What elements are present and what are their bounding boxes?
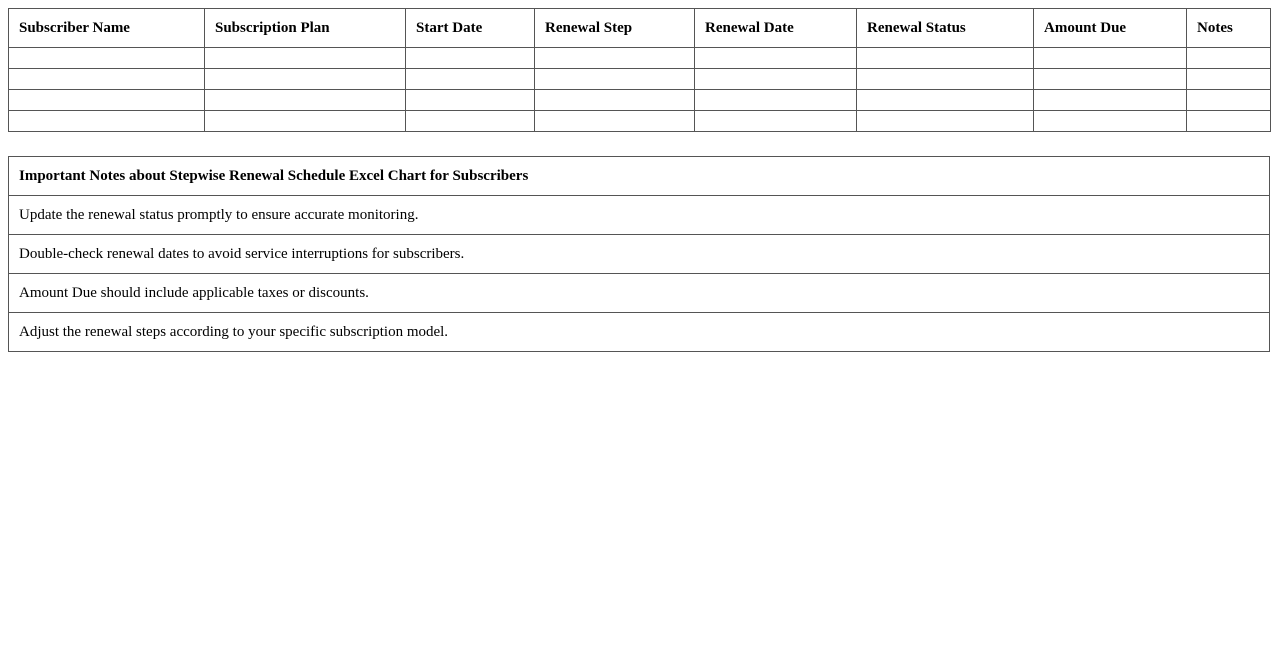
table-cell[interactable] [9, 69, 205, 90]
table-cell[interactable] [857, 48, 1034, 69]
table-header-row [9, 9, 1271, 48]
table-cell[interactable] [695, 48, 857, 69]
table-cell[interactable] [9, 48, 205, 69]
notes-title-row [9, 157, 1270, 196]
table-cell[interactable] [9, 111, 205, 132]
header-renewal-status: Renewal Status [857, 9, 1034, 48]
note-item: Update the renewal status promptly to ensure accurate monitoring. [9, 196, 1270, 235]
table-cell[interactable] [1187, 48, 1271, 69]
notes-title: Important Notes about Stepwise Renewal Schedule Excel Chart for Subscribers [9, 157, 1270, 196]
header-subscriber-name: Subscriber Name [9, 9, 205, 48]
note-row [9, 196, 1270, 235]
note-row [9, 313, 1270, 352]
renewal-schedule-table [8, 8, 1271, 132]
table-cell[interactable] [857, 111, 1034, 132]
table-cell[interactable] [1034, 111, 1187, 132]
table-cell[interactable] [205, 48, 406, 69]
table-cell[interactable] [205, 111, 406, 132]
note-item: Adjust the renewal steps according to your specific subscription model. [9, 313, 1270, 352]
table-row [9, 111, 1271, 132]
table-cell[interactable] [535, 111, 695, 132]
table-cell[interactable] [1034, 48, 1187, 69]
table-row [9, 90, 1271, 111]
table-cell[interactable] [695, 111, 857, 132]
table-cell[interactable] [535, 90, 695, 111]
note-item: Double-check renewal dates to avoid service interruptions for subscribers. [9, 235, 1270, 274]
table-cell[interactable] [205, 90, 406, 111]
table-cell[interactable] [205, 69, 406, 90]
header-renewal-step: Renewal Step [535, 9, 695, 48]
table-cell[interactable] [406, 90, 535, 111]
table-cell[interactable] [1187, 69, 1271, 90]
table-cell[interactable] [695, 90, 857, 111]
note-row [9, 274, 1270, 313]
table-cell[interactable] [406, 48, 535, 69]
table-cell[interactable] [1034, 90, 1187, 111]
important-notes-table [8, 156, 1270, 352]
table-cell[interactable] [406, 111, 535, 132]
table-cell[interactable] [535, 48, 695, 69]
table-cell[interactable] [1034, 69, 1187, 90]
header-subscription-plan: Subscription Plan [205, 9, 406, 48]
table-row [9, 69, 1271, 90]
table-cell[interactable] [1187, 90, 1271, 111]
header-start-date: Start Date [406, 9, 535, 48]
table-row [9, 48, 1271, 69]
table-cell[interactable] [406, 69, 535, 90]
table-cell[interactable] [535, 69, 695, 90]
header-amount-due: Amount Due [1034, 9, 1187, 48]
table-cell[interactable] [695, 69, 857, 90]
table-cell[interactable] [1187, 111, 1271, 132]
header-renewal-date: Renewal Date [695, 9, 857, 48]
header-notes: Notes [1187, 9, 1271, 48]
note-row [9, 235, 1270, 274]
table-cell[interactable] [9, 90, 205, 111]
table-cell[interactable] [857, 90, 1034, 111]
note-item: Amount Due should include applicable taxes or discounts. [9, 274, 1270, 313]
table-cell[interactable] [857, 69, 1034, 90]
